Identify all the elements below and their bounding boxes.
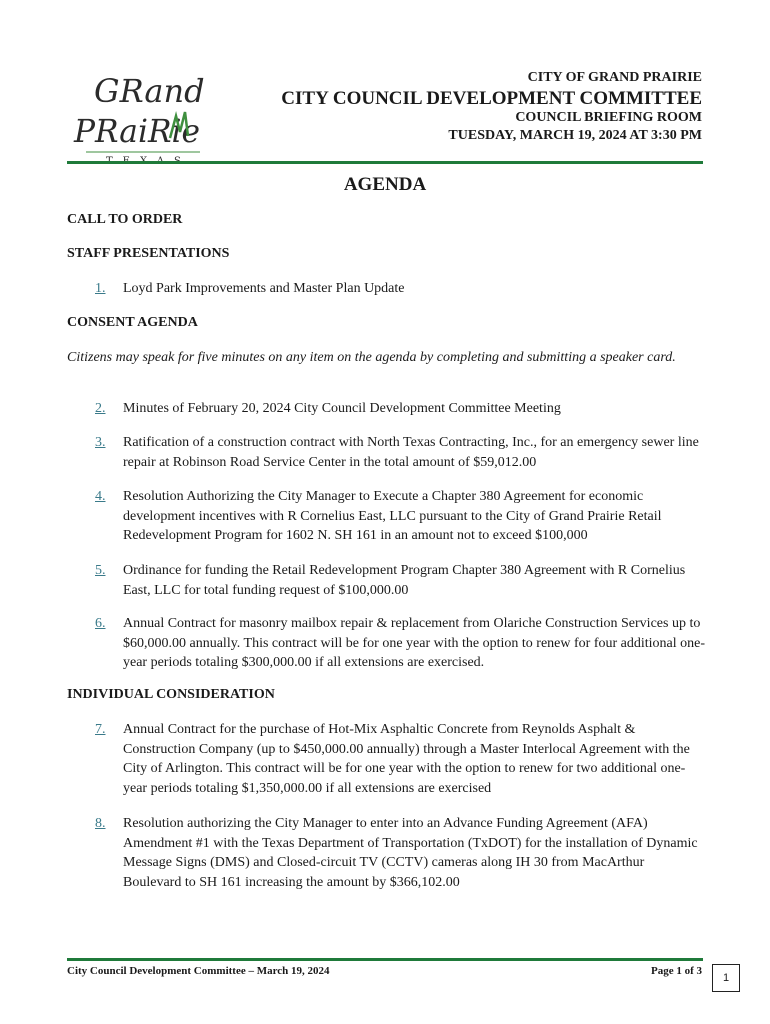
agenda-item-link[interactable]: 6.: [95, 616, 106, 631]
agenda-item-6: [95, 614, 705, 673]
agenda-item-link[interactable]: 5.: [95, 563, 106, 578]
section-consent-agenda: CONSENT AGENDA: [67, 315, 198, 330]
header-room: COUNCIL BRIEFING ROOM: [515, 110, 702, 125]
footer-page-number: Page 1 of 3: [650, 965, 702, 977]
agenda-item-text: Annual Contract for the purchase of Hot-Mix Asphaltic Concrete from Reynolds Asphalt & Construction Company (up to $450,000.00 annually) through a Master Interlocal Agreement with the City of Arlington. This contract will be for one year with the option to renew for two additional one-year periods totaling $1,350,000.00 if all extensions are exercised: [123, 722, 690, 796]
footer-meeting-title: City Council Development Committee – March 19, 2024: [67, 965, 330, 977]
agenda-item-text: Minutes of February 20, 2024 City Council Development Committee Meeting: [123, 401, 561, 416]
header-date: TUESDAY, MARCH 19, 2024 AT 3:30 PM: [448, 128, 702, 143]
agenda-item-5: [95, 561, 705, 600]
agenda-item-text: Resolution authorizing the City Manager to enter into an Advance Funding Agreement (AFA) Amendment #1 with the Texas Department of Transportation (TxDOT) for the installation of Dynamic Message Signs (DMS) and Closed-circuit TV (CCTV) cameras along IH 30 from MacArthur Boulevard to SH 161 increasing the amount by $366,102.00: [123, 816, 698, 890]
agenda-item-text: Ratification of a construction contract with North Texas Contracting, Inc., for an emergency sewer line repair at Robinson Road Service Center in the total amount of $59,012.00: [123, 435, 699, 470]
header-committee: CITY COUNCIL DEVELOPMENT COMMITTEE: [281, 88, 702, 109]
agenda-item-text: Loyd Park Improvements and Master Plan Update: [123, 281, 405, 296]
footer-divider: [67, 958, 703, 961]
header-divider: [67, 161, 703, 164]
agenda-item-1: [95, 279, 705, 299]
grand-prairie-logo: [72, 66, 212, 166]
agenda-item-link[interactable]: 3.: [95, 435, 106, 450]
section-call-to-order: CALL TO ORDER: [67, 212, 183, 227]
agenda-item-text: Annual Contract for masonry mailbox repair & replacement from Olariche Construction Services up to $60,000.00 annually. This contract will be for one year with the option to renew for four additional one-year periods totaling $300,000.00 if all extensions are exercised.: [123, 616, 706, 670]
agenda-item-link[interactable]: 1.: [95, 281, 106, 296]
agenda-item-8: [95, 814, 705, 892]
agenda-item-link[interactable]: 7.: [95, 722, 106, 737]
svg-text:GRand: GRand: [94, 72, 205, 110]
agenda-item-text: Ordinance for funding the Retail Redevelopment Program Chapter 380 Agreement with R Cornelius East, LLC for total funding request of $100,000.00: [123, 563, 686, 598]
agenda-item-link[interactable]: 8.: [95, 816, 106, 831]
section-individual-consideration: INDIVIDUAL CONSIDERATION: [67, 687, 275, 702]
page-indicator: 1: [712, 964, 740, 992]
agenda-item-2: [95, 399, 705, 419]
agenda-item-link[interactable]: 4.: [95, 489, 106, 504]
consent-note: Citizens may speak for five minutes on any item on the agenda by completing and submitting a speaker card.: [67, 350, 676, 365]
agenda-item-link[interactable]: 2.: [95, 401, 106, 416]
agenda-item-3: [95, 433, 705, 472]
agenda-item-7: [95, 720, 705, 798]
agenda-title: AGENDA: [343, 174, 427, 195]
agenda-item-text: Resolution Authorizing the City Manager to Execute a Chapter 380 Agreement for economic development incentives with R Cornelius East, LLC pursuant to the City of Grand Prairie Retail Redevelopment Program for 1602 N. SH 161 in an amount not to exceed $100,000: [123, 489, 662, 543]
section-staff-presentations: STAFF PRESENTATIONS: [67, 246, 230, 261]
agenda-item-4: [95, 487, 705, 546]
svg-text:PRaiRie: PRaiRie: [73, 112, 200, 150]
header-city: CITY OF GRAND PRAIRIE: [527, 70, 702, 85]
